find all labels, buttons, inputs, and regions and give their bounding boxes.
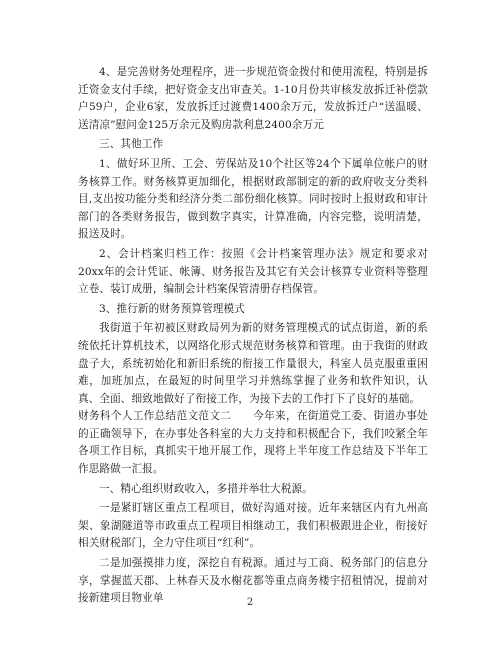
paragraph-budget-model: 我街道于年初被区财政局列为新的财务管理模式的试点街道，新的系统依托计算机技术，以网络化形式规范财务核算和管理。由于我街的财政盘子大，系统初始化和新旧系统的衔接工作量很大，科室人员克服重重困难，加班加点，在最短的时间里学习并熟练掌握了业务和软件知识，认真、全面、细致地做好了衔接工作，为接下去的工作打下了良好的基础。 [78, 322, 428, 405]
document-body [78, 64, 428, 608]
paragraph-key-projects: 一是紧盯辖区重点工程项目，做好沟通对接。近年来辖区内有九州高架、象湖隧道等市政重点工程项目相继动工，我们积极跟进企业，衔接好相关财税部门，全力守住项目“红利”。 [78, 502, 428, 550]
paragraph-fund-procedures: 4、是完善财务处理程序，进一步规范资金拨付和使用流程，特别是拆迁资金支付手续，把好资金支出审查关。1-10月份共审核发放拆迁补偿款户59户，企业6家，发放拆迁过渡费1400余万元，发放拆迁户“送温暖、送清凉”慰问金125万余元及购房款利息2400余万元 [78, 66, 428, 131]
heading-budget-model: 3、推行新的财务预算管理模式 [99, 302, 245, 315]
heading-other-work: 三、其他工作 [99, 138, 164, 151]
paragraph-tax-sources: 二是加强摸排力度，深挖自有税源。通过与工商、税务部门的信息分享，掌握蓝天郡、上林春天及水榭花都等重点商务楼宇招租情况，提前对接新建项目物业单 [78, 557, 428, 605]
paragraph-accounting: 1、做好环卫所、工会、劳保站及10个社区等24个下属单位帐户的财务核算工作。财务核算更加细化，根据财政部制定的新的政府收支分类科目,支出按功能分类和经济分类二部份细化核算。同时按时上报财政和审计部门的各类财务报告，做到数字真实，计算准确，内容完整，说明清楚，报送及时。 [78, 157, 428, 241]
page-number: 2 [246, 597, 254, 608]
paragraph-archives: 2、会计档案归档工作：按照《会计档案管理办法》规定和要求对20xx年的会计凭证、帐簿、财务报告及其它有关会计核算专业资料等整理立卷、装订成册，编制会计档案保管清册存档保管。 [78, 247, 428, 296]
heading-fiscal-revenue: 一、精心组织财政收入，多措并举壮大税源。 [99, 482, 313, 495]
paragraph-summary-intro: 财务科个人工作总结范文范文二 今年来，在街道党工委、街道办事处的正确领导下，在办事处各科室的大力支持和积极配合下，我们咬紧全年各项工作目标，真抓实干地开展工作，现将上半年度工作总结及下半年工作思路做一汇报。 [78, 410, 428, 476]
